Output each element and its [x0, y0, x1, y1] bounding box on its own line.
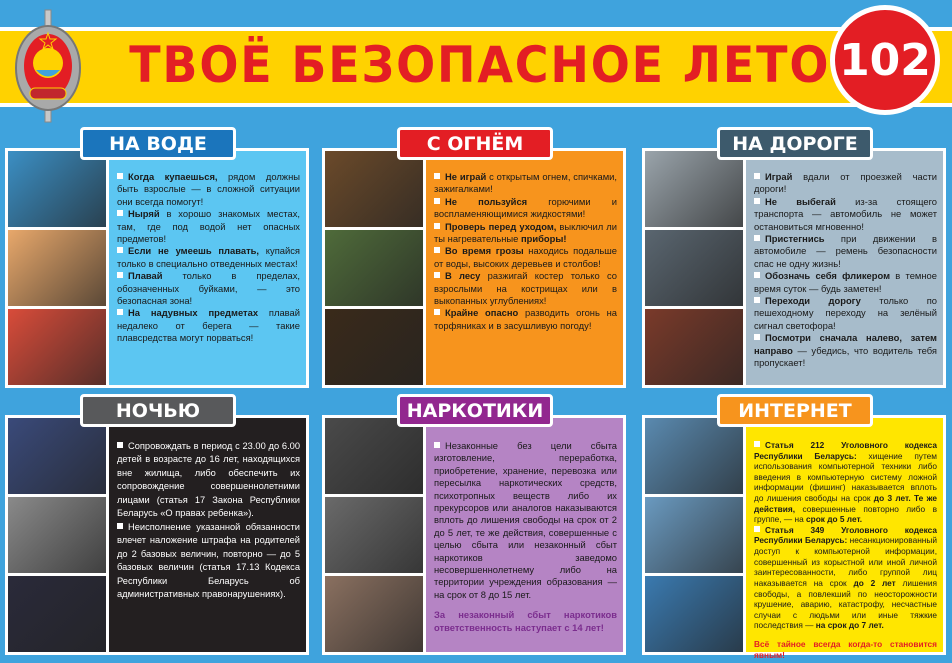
list-item [754, 332, 937, 369]
text: плавай недалеко от берега — такие плавсредства могут порваться! [117, 307, 300, 344]
bold-text: на срок до 7 лет. [815, 620, 884, 631]
list-item [434, 221, 617, 246]
text: выключил ли ты нагревательные [434, 220, 617, 245]
photo [325, 497, 423, 573]
text: в темное время суток — будь заметен! [754, 270, 937, 294]
photo [645, 418, 743, 494]
panel-night [5, 415, 309, 655]
text: разжигай костер только со взрослыми на кострищах или в выкопанных углублениях! [434, 270, 617, 307]
photo [645, 497, 743, 573]
list-item [434, 270, 617, 307]
bold-text: до 3 лет. Те же действия, [754, 493, 937, 514]
photo [325, 576, 423, 652]
emergency-number-badge: 102 [830, 5, 940, 115]
list-item [754, 270, 937, 295]
panel-drugs [322, 415, 626, 655]
police-emblem-logo [8, 8, 88, 128]
list-item [117, 440, 300, 521]
panel-water [5, 148, 309, 388]
text: разводить огонь на торфяниках и в засушливую погоду! [434, 307, 617, 331]
poster-title: ТВОЁ БЕЗОПАСНОЕ ЛЕТО [129, 36, 831, 94]
panel-internet [642, 415, 946, 660]
photo [8, 151, 106, 227]
text: только в пределах, обозначенных буйками, — это безопасная зона! [117, 270, 300, 307]
bold-text: На надувных предметах [128, 307, 259, 319]
bold-text: Статья 212 Уголовного кодекса Республики Беларусь: [754, 440, 937, 461]
list-item [434, 440, 617, 601]
text: Неисполнение указанной обязанности влечет наложение штрафа на родителей до 2 базовых величин, повторно — до 5 базовых величин (статья 17.13 Кодекса Республики Беларусь об административных правонарушениях). [117, 521, 300, 600]
bold-text: Крайне опасно [445, 307, 519, 319]
list-item [434, 307, 617, 332]
photo [325, 418, 423, 494]
photo [325, 309, 423, 385]
text: находись подальше от воды, высоких деревьев и столбов! [434, 245, 618, 269]
bold-text: Если не умеешь плавать, [128, 245, 260, 257]
panel-text [426, 151, 623, 385]
list-item [117, 171, 300, 208]
photo-column [325, 418, 423, 652]
panel-header-road: НА ДОРОГЕ [717, 127, 873, 160]
bold-text: Статья 349 Уголовного кодекса Республики Беларусь: [754, 524, 937, 546]
photo [8, 309, 106, 385]
bold-text: Не пользуйся [445, 195, 528, 207]
panel-text [746, 418, 943, 660]
bold-text: Плавай [128, 270, 163, 282]
bold-text: до 2 лет [853, 577, 896, 588]
bold-text: Посмотри сначала налево, затем направо [754, 332, 937, 356]
panel-note: За незаконный сбыт наркотиков ответственность наступает с 14 лет! [434, 609, 617, 633]
bold-text: Ныряй [128, 208, 160, 220]
photo-column [8, 151, 106, 385]
panel-header-night: НОЧЬЮ [80, 394, 236, 427]
panel-fire [322, 148, 626, 388]
photo [325, 151, 423, 227]
text: купайся только в специально отведенных местах! [117, 245, 300, 269]
photo [645, 230, 743, 306]
text: в хорошо знакомых местах, там, где под водой нет опасных предметов! [117, 208, 300, 245]
panel-header-internet: ИНТЕРНЕТ [717, 394, 873, 427]
bold-text: Пристегнись [765, 233, 825, 245]
bold-text: Когда купаешься, [128, 171, 218, 182]
list-item [754, 525, 937, 631]
photo-column [325, 151, 423, 385]
bold-text: Не выбегай [765, 195, 836, 207]
photo [645, 309, 743, 385]
panel-header-fire: С ОГНЁМ [397, 127, 553, 160]
text: Незаконные без цели сбыта изготовление, переработка, приобретение, хранение, перевозка или пересылка наркотических средств, психотропных веществ либо их прекурсоров или аналогов наказываются вплоть до лишения свободы на срок от 2 до 5 лет, те же действия, совершенные с целью сбыта или незаконный сбыт наркотиков заведомо несовершеннолетнему либо на территории учреждения образования — на срок от 8 до 15 лет. [434, 440, 617, 600]
list-item [117, 208, 300, 245]
panel-note: Всё тайное всегда когда-то становится явным! [754, 638, 937, 660]
panel-road [642, 148, 946, 388]
text: при движении в автомобиле — ремень безопасности спас не одну жизнь! [754, 233, 937, 269]
panel-text [426, 418, 623, 652]
text: несанкционированный доступ к компьютерной информации, совершенный из корыстной или иной личной заинтересованности, либо группой лиц наказывается на срок [754, 535, 937, 588]
bold-text: Во время грозы [445, 245, 524, 257]
text: Сопровождать в период с 23.00 до 6.00 детей в возрасте до 16 лет, находящихся вне жилища, либо обеспечить их сопровождение совершеннолетними лицами (статья 17 Закона Республики Беларусь «О правах ребенка»). [117, 441, 300, 519]
list-item [754, 196, 937, 233]
photo [645, 151, 743, 227]
text: рядом должны быть взрослые — в сложной ситуации они всегда помогут! [117, 171, 300, 207]
list-item [434, 171, 617, 196]
panel-text [109, 418, 306, 652]
photo [8, 230, 106, 306]
list-item [754, 295, 937, 332]
bold-text: приборы! [520, 233, 567, 245]
text: вдали от проезжей части дороги! [754, 171, 937, 195]
list-item [117, 270, 300, 307]
bold-text: Не играй [445, 171, 487, 182]
bold-text: Играй [765, 171, 793, 182]
panel-header-water: НА ВОДЕ [80, 127, 236, 160]
text: хищение путем использования компьютерной техники либо введения в компьютерную систему ложной информации (фишинг) наказывается вплоть до лишения свободы на срок [754, 450, 937, 504]
list-item [434, 245, 617, 270]
photo [8, 576, 106, 652]
text: горючими и воспламеняющимися жидкостями! [434, 195, 617, 220]
text: из-за стоящего транспорта — автомобиль не может остановиться мгновенно! [754, 195, 938, 232]
list-item [754, 171, 937, 196]
bold-text: Переходи дорогу [765, 295, 861, 307]
photo [8, 497, 106, 573]
photo-column [8, 418, 106, 652]
list-item [117, 521, 300, 602]
list-item [754, 233, 937, 270]
bold-text: Проверь перед уходом, [445, 220, 557, 232]
text: с открытым огнем, спичками, зажигалками! [434, 171, 617, 195]
photo [8, 418, 106, 494]
list-item [754, 440, 937, 525]
list-item [117, 307, 300, 344]
text: только по пешеходному переходу на зелёный сигнал светофора! [754, 295, 937, 331]
panel-text [746, 151, 943, 385]
panel-header-drugs: НАРКОТИКИ [397, 394, 553, 427]
text: совершенные повторно либо в группе, — на [754, 503, 937, 525]
list-item [117, 245, 300, 270]
list-item [434, 196, 617, 221]
panel-text [109, 151, 306, 385]
text: лишения свободы, а повлекший по неосторожности крушение, аварию, катастрофу, несчастные случаи с людьми или иные тяжкие последствия — [754, 577, 937, 631]
bold-text: Обозначь себя фликером [765, 270, 891, 282]
bold-text: срок до 5 лет. [806, 514, 863, 525]
photo-column [645, 151, 743, 385]
bold-text: В лесу [445, 270, 481, 282]
photo [325, 230, 423, 306]
text: — убедись, что водитель тебя пропускает! [754, 344, 937, 369]
photo-column [645, 418, 743, 652]
photo [645, 576, 743, 652]
